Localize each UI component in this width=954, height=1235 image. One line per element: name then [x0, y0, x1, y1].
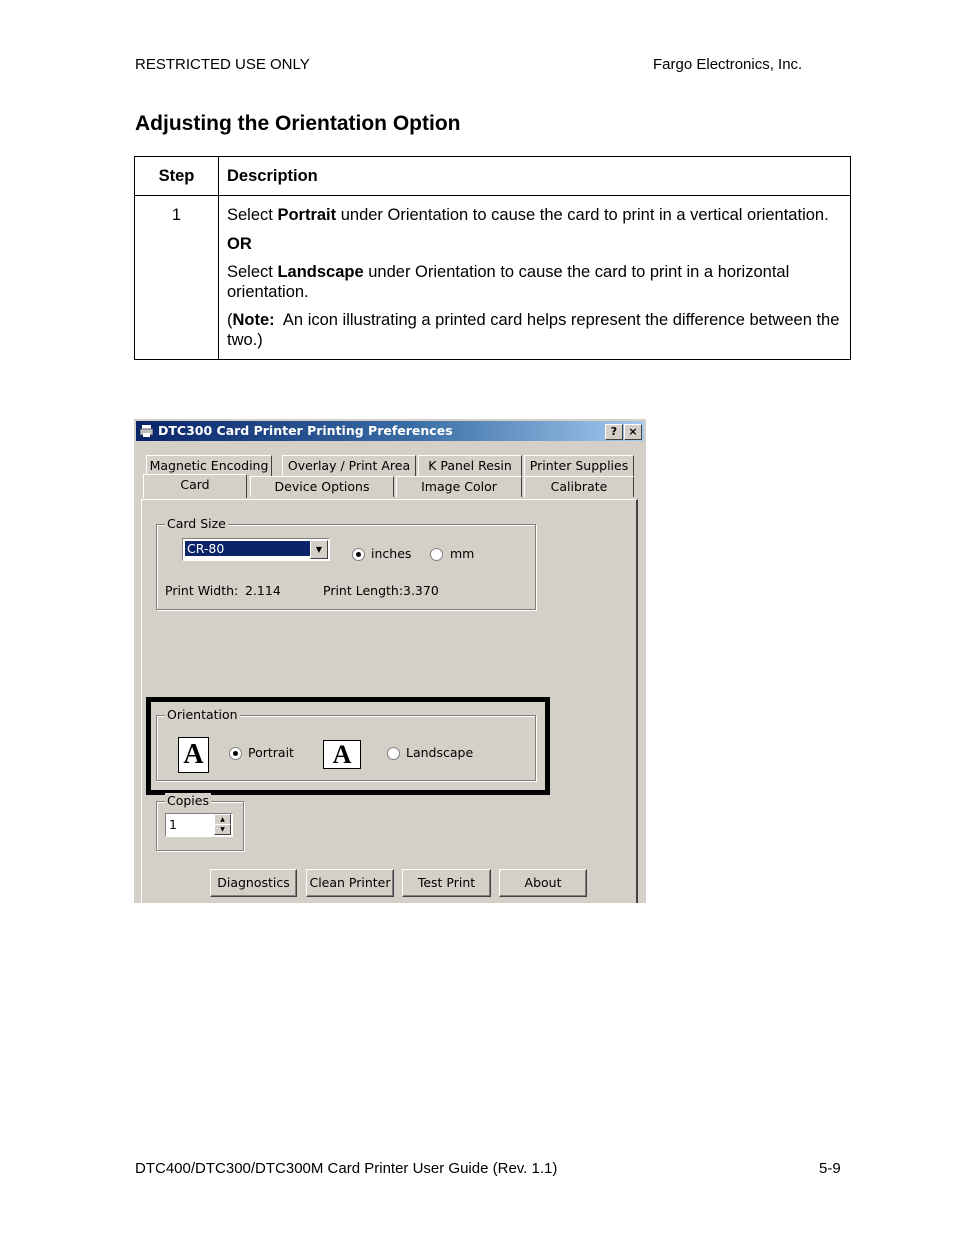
landscape-instruction — [227, 263, 842, 302]
page-title: Adjusting the Orientation Option — [135, 112, 461, 135]
copies-label: Copies — [167, 793, 209, 808]
tab-magnetic-encoding[interactable]: Magnetic Encoding — [146, 455, 272, 476]
note-text: An icon illustrating a printed card helps represent the difference between the two.) — [227, 311, 844, 349]
step-description — [219, 196, 851, 360]
mm-label[interactable]: mm — [450, 546, 475, 561]
text-span: Select — [227, 263, 278, 281]
card-size-selected: CR-80 — [185, 541, 311, 556]
spin-up-icon[interactable]: ▲ — [214, 814, 231, 825]
print-length-value: 3.370 — [403, 583, 439, 598]
clean-printer-button[interactable]: Clean Printer — [306, 869, 394, 897]
text-span: Select — [227, 206, 278, 224]
copies-spinner[interactable] — [165, 813, 233, 837]
or-separator — [227, 235, 842, 255]
radio-landscape[interactable] — [387, 747, 400, 760]
portrait-label[interactable]: Portrait — [248, 745, 294, 760]
print-width-value: 2.114 — [245, 583, 281, 598]
note-label: Note: — [232, 311, 275, 329]
close-button[interactable]: × — [624, 424, 642, 440]
radio-mm[interactable] — [430, 548, 443, 561]
about-button[interactable]: About — [499, 869, 587, 897]
portrait-card-icon: A — [178, 737, 209, 773]
tab-calibrate[interactable]: Calibrate — [524, 476, 634, 497]
print-width-label: Print Width: — [165, 583, 239, 598]
landscape-label[interactable]: Landscape — [406, 745, 474, 760]
footer-left: DTC400/DTC300/DTC300M Card Printer User Guide (Rev. 1.1) — [135, 1160, 558, 1177]
column-header-description: Description — [219, 157, 851, 196]
test-print-button[interactable]: Test Print — [402, 869, 491, 897]
tab-device-options[interactable]: Device Options — [250, 476, 394, 497]
dialog-title: DTC300 Card Printer Printing Preferences — [158, 423, 453, 438]
printing-preferences-dialog — [134, 419, 646, 903]
spin-down-icon[interactable]: ▼ — [214, 824, 231, 835]
orientation-label: Orientation — [167, 707, 238, 722]
column-header-step: Step — [135, 157, 219, 196]
table-row — [135, 196, 851, 360]
card-size-select[interactable] — [182, 538, 330, 561]
or-text: OR — [227, 234, 252, 253]
header-right: Fargo Electronics, Inc. — [653, 56, 803, 73]
tab-image-color[interactable]: Image Color — [396, 476, 522, 497]
card-size-label: Card Size — [167, 516, 226, 531]
diagnostics-button[interactable]: Diagnostics — [210, 869, 297, 897]
tab-overlay-print-area[interactable]: Overlay / Print Area — [282, 455, 416, 476]
portrait-instruction — [227, 206, 842, 226]
text-span: under Orientation to cause the card to print in a vertical orientation. — [336, 206, 829, 224]
step-number: 1 — [135, 196, 219, 360]
tab-k-panel-resin[interactable]: K Panel Resin — [418, 455, 522, 476]
header-left: RESTRICTED USE ONLY — [135, 56, 310, 73]
landscape-card-icon: A — [323, 740, 361, 769]
page-number: 5-9 — [819, 1160, 841, 1177]
note — [227, 311, 842, 350]
tab-card[interactable]: Card — [143, 474, 247, 498]
bold-term: Portrait — [277, 206, 337, 224]
bold-term: Landscape — [277, 263, 364, 281]
copies-value[interactable]: 1 — [169, 817, 177, 832]
steps-table — [134, 156, 851, 360]
help-button[interactable]: ? — [605, 424, 623, 440]
print-length-label: Print Length: — [323, 583, 404, 598]
radio-portrait[interactable] — [229, 747, 242, 760]
dialog-titlebar[interactable] — [136, 421, 644, 441]
text-span: under Orientation to cause the card to print in a horizontal orientation. — [227, 263, 790, 301]
radio-inches[interactable] — [352, 548, 365, 561]
printer-icon — [140, 425, 153, 437]
tab-printer-supplies[interactable]: Printer Supplies — [524, 455, 634, 476]
text-span: ( — [227, 311, 233, 329]
table-header-row — [135, 157, 851, 196]
chevron-down-icon[interactable]: ▼ — [310, 540, 328, 559]
inches-label[interactable]: inches — [371, 546, 412, 561]
